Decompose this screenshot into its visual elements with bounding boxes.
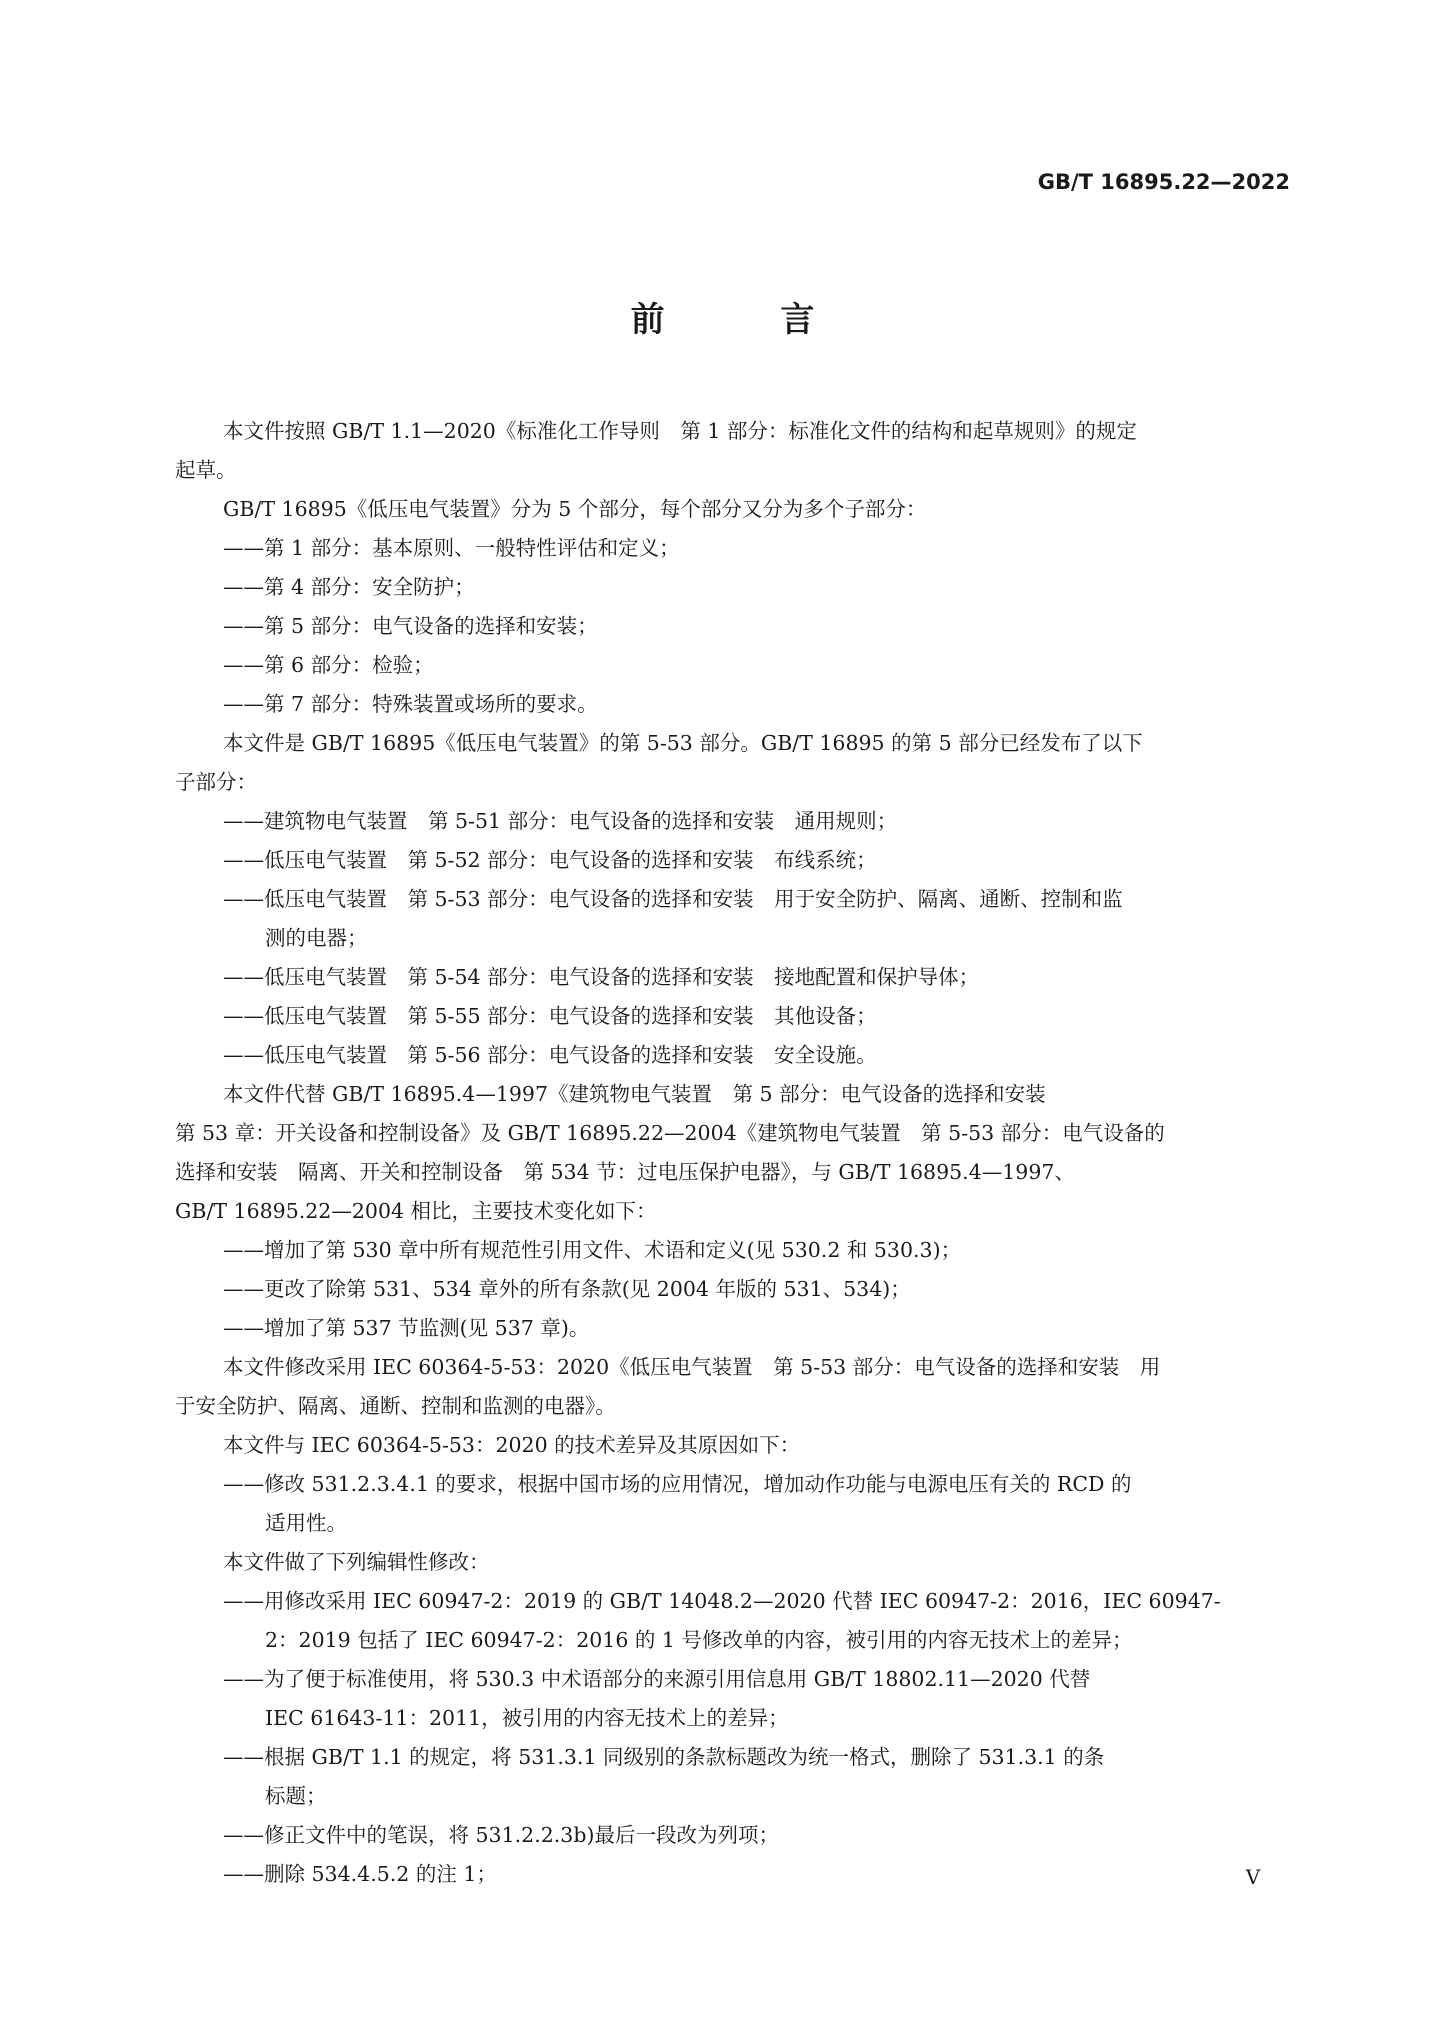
list-item-continuation: IEC 61643-11：2011，被引用的内容无技术上的差异； [265,1706,789,1730]
list-item: ——增加了第 537 节监测(见 537 章)。 [223,1316,590,1340]
list-item: ——增加了第 530 章中所有规范性引用文件、术语和定义(见 530.2 和 530.3)； [223,1238,962,1262]
list-item: ——低压电气装置 第 5-56 部分：电气设备的选择和安装 安全设施。 [223,1043,877,1067]
page-title: 前 言 [630,300,867,340]
list-item: ——第 6 部分：检验； [223,653,434,677]
text-line: 第 53 章：开关设备和控制设备》及 GB/T 16895.22—2004《建筑物电气装置 第 5-53 部分：电气设备的 [175,1121,1165,1145]
list-item: ——更改了除第 531、534 章外的所有条款(见 2004 年版的 531、534)； [223,1277,911,1301]
text-line: 子部分： [175,770,257,794]
list-item: ——低压电气装置 第 5-55 部分：电气设备的选择和安装 其他设备； [223,1004,877,1028]
text-line: GB/T 16895.22—2004 相比，主要技术变化如下： [175,1199,657,1223]
document-code: GB/T 16895.22—2022 [1037,170,1290,194]
text-line: 本文件按照 GB/T 1.1—2020《标准化工作导则 第 1 部分：标准化文件的结构和起草规则》的规定 [223,419,1137,443]
text-line: 选择和安装 隔离、开关和控制设备 第 534 节：过电压保护电器》，与 GB/T 16895.4—1997、 [175,1160,1075,1184]
text-line: 本文件修改采用 IEC 60364-5-53：2020《低压电气装置 第 5-53 部分：电气设备的选择和安装 用 [223,1355,1161,1379]
list-item: ——低压电气装置 第 5-53 部分：电气设备的选择和安装 用于安全防护、隔离、通断、控制和监 [223,887,1123,911]
text-line: 本文件做了下列编辑性修改： [223,1550,490,1574]
text-line: GB/T 16895《低压电气装置》分为 5 个部分，每个部分又分为多个子部分： [223,497,927,521]
text-line: 起草。 [175,458,237,482]
list-item: ——建筑物电气装置 第 5-51 部分：电气设备的选择和安装 通用规则； [223,809,898,833]
list-item: ——低压电气装置 第 5-52 部分：电气设备的选择和安装 布线系统； [223,848,877,872]
list-item: ——第 5 部分：电气设备的选择和安装； [223,614,598,638]
foreword-body [175,412,1290,1894]
text-line: 本文件代替 GB/T 16895.4—1997《建筑物电气装置 第 5 部分：电气设备的选择和安装 [223,1082,1046,1106]
list-item-continuation: 2：2019 包括了 IEC 60947-2：2016 的 1 号修改单的内容，被引用的内容无技术上的差异； [265,1628,1133,1652]
list-item-continuation: 标题； [265,1784,327,1808]
list-item: ——修改 531.2.3.4.1 的要求，根据中国市场的应用情况，增加动作功能与电源电压有关的 RCD 的 [223,1472,1132,1496]
list-item: ——用修改采用 IEC 60947-2：2019 的 GB/T 14048.2—2020 代替 IEC 60947-2：2016，IEC 60947- [223,1589,1221,1613]
list-item: ——修正文件中的笔误，将 531.2.2.3b)最后一段改为列项； [223,1823,779,1847]
text-line: 于安全防护、隔离、通断、控制和监测的电器》。 [175,1394,616,1418]
list-item-continuation: 测的电器； [265,926,368,950]
list-item: ——第 1 部分：基本原则、一般特性评估和定义； [223,536,680,560]
text-line: 本文件与 IEC 60364-5-53：2020 的技术差异及其原因如下： [223,1433,801,1457]
list-item: ——删除 534.4.5.2 的注 1； [223,1862,497,1886]
list-item: ——第 7 部分：特殊装置或场所的要求。 [223,692,598,716]
list-item: ——为了便于标准使用，将 530.3 中术语部分的来源引用信息用 GB/T 18802.11—2020 代替 [223,1667,1091,1691]
list-item: ——低压电气装置 第 5-54 部分：电气设备的选择和安装 接地配置和保护导体； [223,965,980,989]
page-number: V [1245,1865,1261,1889]
list-item: ——第 4 部分：安全防护； [223,575,475,599]
list-item: ——根据 GB/T 1.1 的规定，将 531.3.1 同级别的条款标题改为统一格式，删除了 531.3.1 的条 [223,1745,1105,1769]
text-line: 本文件是 GB/T 16895《低压电气装置》的第 5-53 部分。GB/T 16895 的第 5 部分已经发布了以下 [223,731,1143,755]
list-item-continuation: 适用性。 [265,1511,347,1535]
